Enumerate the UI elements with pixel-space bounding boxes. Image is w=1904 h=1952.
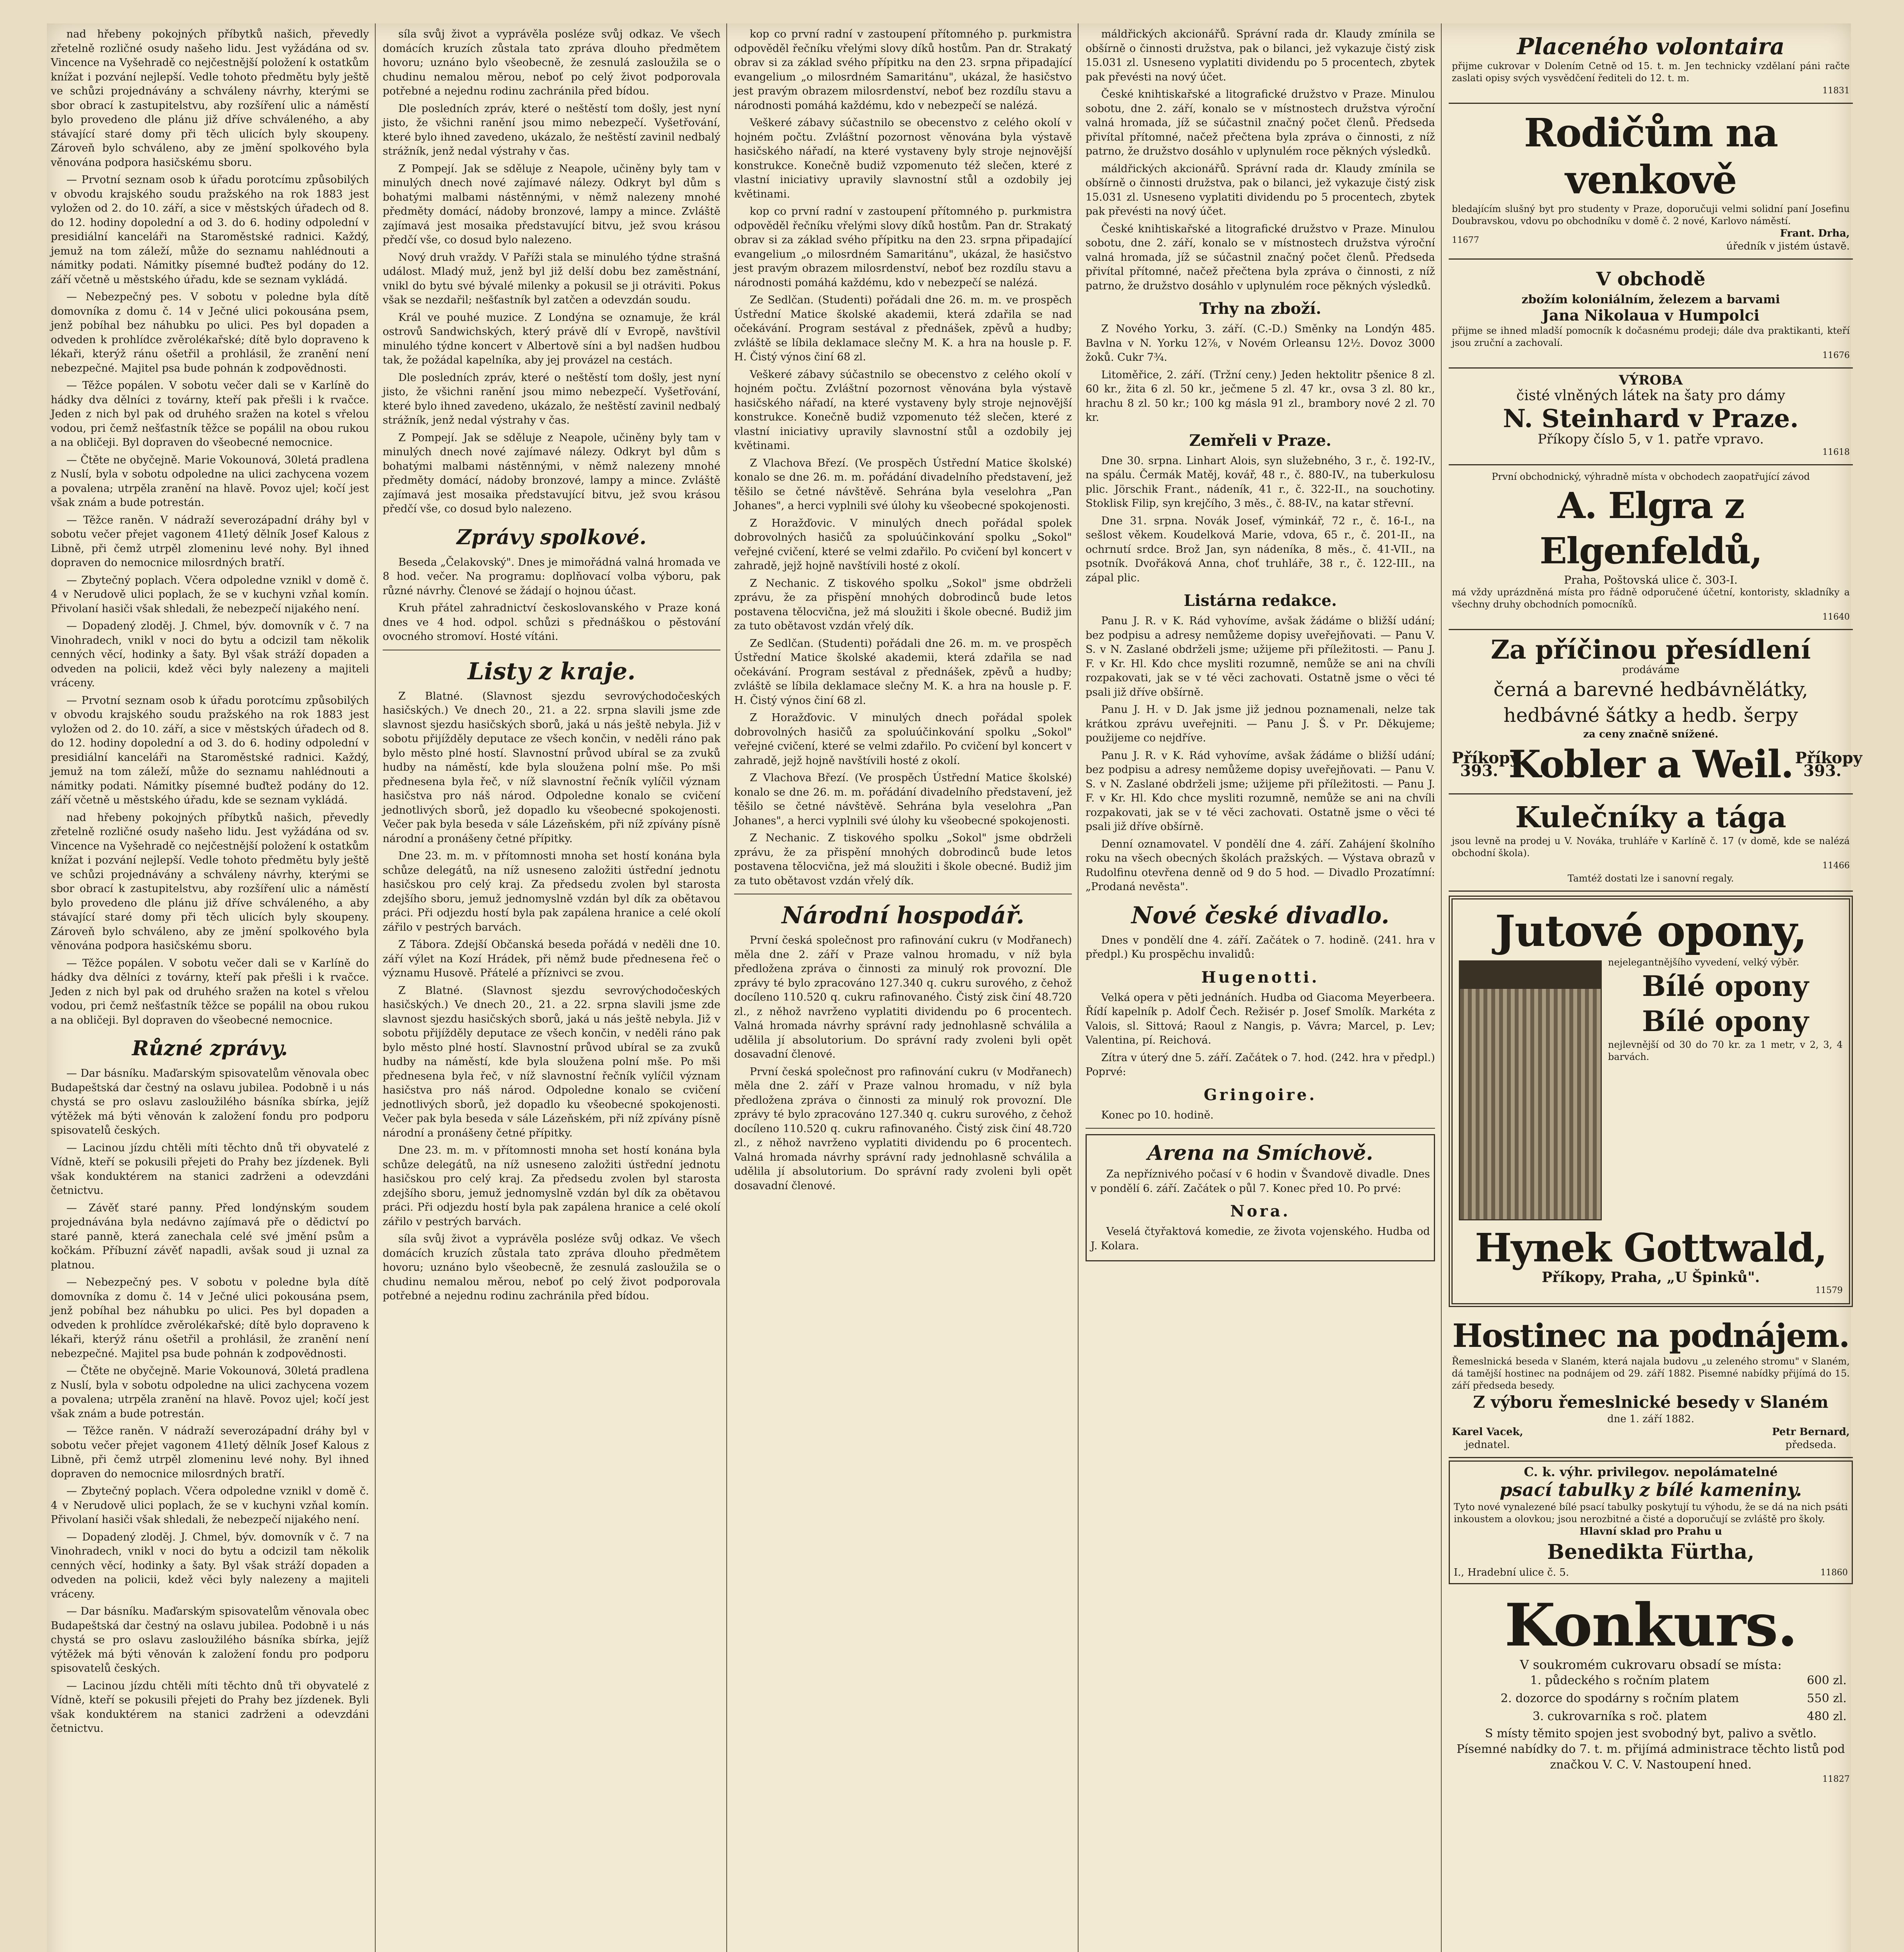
article-paragraph: Dnes v pondělí dne 4. září. Začátek o 7. hodině. (241. hra v předpl.) Ku prospěchu invalidů: xyxy=(1086,934,1435,960)
article-paragraph: — Prvotní seznam osob k úřadu porotcímu způsobilých v obvodu krajského soudu pražského na rok 1883 jest vyložen od 2. do 10. září, a sice v městských úřadech od 8. do 12. hodiny dopolední a od 3. do 6. hodiny odpolední v presidiální kanceláři na Staroměstské radnici. Každý, jemuž na tom záleží, může do seznamu nahlédnouti a námitky podati. Námitky písemné buďtež podány do 12. září včetně u městského úřadu, kde se seznam vykládá. xyxy=(51,694,369,806)
section-heading: Zemřeli v Praze. xyxy=(1189,431,1332,450)
advertisement-column xyxy=(1449,27,1862,1952)
article-paragraph: síla svůj život a vyprávěla posléze svůj odkaz. Ve všech domácích kruzích zůstala tato zpráva dlouho předmětem hovoru; uznáno bylo všeobecně, že zesnulá zasloužila se o chudinu nemalou měrou, neboť po celý život podporovala potřebné a nejednu rodinu zachránila před bídou. xyxy=(383,28,720,97)
position-salary: 480 zl. xyxy=(1807,1710,1847,1723)
article-paragraph: Dne 23. m. m. v přítomnosti mnoha set hostí konána byla schůze delegátů, na níž usneseno založiti ústřední jednotu hasičskou pro celý kraj. Za předsedu zvolen byl starosta zdejšího sboru, jemuž jednomyslně vzdán byl dík za obětavou práci. Při odjezdu hostí byla pak zapálena hranice a celé okolí zářilo v pestrých barvách. xyxy=(383,850,720,933)
ad-billiards xyxy=(1449,794,1853,892)
ad-name: A. Elgra z Elgenfeldů, xyxy=(1539,484,1762,572)
ad-text: Řemeslnická beseda v Slaném, která najala budovu „u zeleného stromu" v Slaném, dá tamější hostinec na podnájem od 29. září 1882. Pisemné nabídky přijímá do 15. září předseda besedy. xyxy=(1452,1356,1850,1391)
ad-text: přijme cukrovar v Dolením Cetně od 15. t. m. Jen technicky vzdělaní páni račte zaslati opisy svých vysvědčení řediteli do 12. t. m. xyxy=(1452,61,1850,84)
article-paragraph: Nový druh vraždy. V Paříži stala se minulého týdne strašná událost. Mladý muž, jenž byl již delší dobu bez zaměstnání, vnikl do bytu své bývalé milenky a pokusil se ji otráviti. Pokus však se nezdařil; nešťastník byl zatčen a odevzdán soudu. xyxy=(383,251,720,306)
ad-name: Kobler a Weil. xyxy=(1508,742,1793,786)
article-paragraph: máldřických akcionářů. Správní rada dr. Klaudy zmínila se obšírně o činnosti družstva, pak o bilanci, jež vykazuje čistý zisk 15.031 zl. Usneseno vyplatiti dividendu po 5 procentech, zbytek pak převésti na nový účet. xyxy=(1086,28,1435,83)
article-paragraph: Velká opera v pěti jednáních. Hudba od Giacoma Meyerbeera. Řídí kapelník p. Adolf Čech. Režisér p. Josef Smolík. Markéta z Valois, sl. Sittová; Raoul z Nangis, p. Vávra; Marcel, p. Lev; Valentina, pí. Reichová. xyxy=(1086,991,1435,1046)
ad-elgra xyxy=(1449,465,1853,630)
ad-text: Písemné nabídky do 7. t. m. přijímá administrace těchto listů pod značkou V. C. V. Nastoupení hned. xyxy=(1457,1742,1845,1772)
ad-title: Placeného volontaira xyxy=(1517,33,1785,60)
ad-signature: Karel Vacek, xyxy=(1452,1426,1523,1438)
article-paragraph: Dne 30. srpna. Linhart Alois, syn služebného, 3 r., č. 192-IV., na spálu. Čermák Matěj, kovář, 48 r., č. 880-IV., na tuberkulosu plic. Jörschik Frant., nádeník, 41 r., č. 322-II., na souchotiny. Stoklisk Filip, syn krejčího, 3 měs., č. 88-IV., na katar střevní. xyxy=(1086,454,1435,509)
article-paragraph: Veškeré zábavy súčastnilo se obecenstvo z celého okolí v hojném počtu. Zvláštní pozornost věnována byla výstavě hasičského nářadí, na které vystaveny byly stroje nejnovější konstrukce. Konečně budiž vzpomenuto též slečen, které z vlastní iniciativy upravily slavnostní stůl a ozdobily jej květinami. xyxy=(734,117,1072,200)
ad-signature: Frant. Drha, xyxy=(1780,228,1850,239)
ad-text-large: černá a barevné hedbávnělátky, hedbávné šátky a hedb. šerpy xyxy=(1493,678,1808,727)
article-paragraph: Beseda „Čelakovský". Dnes je mimořádná valná hromada ve 8 hod. večer. Na programu: doplňovací volba výboru, pak různé návrhy. Členové se žádají o hojnou účast. xyxy=(383,556,720,597)
article-paragraph: máldřických akcionářů. Správní rada dr. Klaudy zmínila se obšírně o činnosti družstva, pak o bilanci, jež vykazuje čistý zisk 15.031 zl. Usneseno vyplatiti dividendu po 5 procentech, zbytek pak převésti na nový účet. xyxy=(1086,162,1435,217)
ad-number: 11618 xyxy=(1822,447,1850,457)
ad-text: Tyto nové vynalezené bílé psací tabulky poskytují tu výhodu, že se dá na nich psáti inkoustem a olovkou; jsou nerozbitné a čisté a doporučují se zvláště pro školy. xyxy=(1454,1501,1848,1525)
ad-text: jsou levně na prodej u V. Nováka, truhláře v Karlíně č. 17 (v domě, kde se nalézá obchodní škola). xyxy=(1452,835,1850,858)
article-paragraph: Panu J. H. v D. Jak jsme již jednou poznamenali, nelze tak krátkou zprávu uveřejniti. — Panu J. Š. v Pr. Děkujeme; použijeme co nejdříve. xyxy=(1086,704,1435,744)
ad-inn xyxy=(1449,1311,1853,1458)
article-paragraph: Zítra v úterý dne 5. září. Začátek o 7. hod. (242. hra v předpl.) Poprvé: xyxy=(1086,1051,1435,1078)
ad-text: má vždy uprázdněná místa pro řádně odporučené účetní, kontoristy, skladníky a všechny druhy obchodních pomocníků. xyxy=(1452,587,1850,610)
article-paragraph: — Těžce popálen. V sobotu večer dali se v Karlíně do hádky dva dělníci z továrny, kteří pak přešli i k rvačce. Jeden z nich byl pak od druhého sražen na kotel s vřelou vodou, pri čemž nešťastník těžce se popálil na obou rukou a na obličeji. Byl dopraven do všeobecné nemocnice. xyxy=(51,957,369,1026)
article-paragraph: Z Nechanic. Z tiskového spolku „Sokol" jsme obdrželi zprávu, že za přispění mnohých dobrodinců bude letos postavena tělocvična, jež má sloužiti i škole obecné. Budiž jim za tuto obětavost vzdán vřelý dík. xyxy=(734,832,1072,887)
play-title: Gringoire. xyxy=(1203,1085,1317,1104)
ad-number: 11831 xyxy=(1822,86,1850,96)
section-heading: Nové české divadlo. xyxy=(1131,901,1389,929)
article-paragraph: Král ve pouhé muzice. Z Londýna se oznamuje, že král ostrovů Sandwichských, který právě dlí v Evropě, navštívil minulého týdne koncert v Albertově síni a byl nadšen hudbou tak, že požádal kapelníka, aby jej provázel na cestách. xyxy=(383,311,720,366)
ad-konkurs xyxy=(1449,1587,1853,1791)
article-paragraph: Z Horažďovic. V minulých dnech pořádal spolek dobrovolných hasičů za spoluúčinkování spolku „Sokol" veřejné cvičení, které se velmi zdařilo. Po cvičení byl koncert v zahradě, jejž hojně navštívili hosté z okolí. xyxy=(734,712,1072,767)
ad-address: Příkopy 393. xyxy=(1795,749,1862,780)
ad-number: 11860 xyxy=(1820,1568,1848,1578)
ad-title: VÝROBA xyxy=(1619,372,1683,388)
column-rule xyxy=(1078,23,1079,1952)
article-paragraph: — Prvotní seznam osob k úřadu porotcímu způsobilých v obvodu krajského soudu pražského na rok 1883 jest vyložen od 2. do 10. září, a sice v městských úřadech od 8. do 12. hodiny dopolední a od 3. do 6. hodiny odpolední v presidiální kanceláři na Staroměstské radnici. Každý, jemuž na tom záleží, může do seznamu nahlédnouti a námitky podati. Námitky písemné buďtež podány do 12. září včetně u městského úřadu, kde se seznam vykládá. xyxy=(51,174,369,286)
ad-subtitle: Hlavní sklad pro Prahu u xyxy=(1580,1526,1722,1537)
article-paragraph: Dle posledních zpráv, které o neštěstí tom došly, jest nyní jisto, že všichni ranění jsou mimo nebezpečí. Vyšetřování, které bylo ihned zavedeno, ukázalo, že neštěstí zavinil nedbalý strážník, jenž nedal výstrahy v čas. xyxy=(383,371,720,426)
section-heading: Trhy na zboží. xyxy=(1199,299,1321,318)
ad-subtitle: prodáváme xyxy=(1622,664,1680,676)
article-paragraph: — Dopadený zloděj. J. Chmel, býv. domovník v č. 7 na Vinohradech, vnikl v noci do bytu a odcizil tam několik cenných věcí, hodinky a šaty. Byl však stráží dopaden a odveden na policii, kdež věci byly nalezeny a majiteli vráceny. xyxy=(51,1531,369,1600)
ad-kobler-weil xyxy=(1449,630,1862,794)
column-rule xyxy=(375,23,376,1952)
article-paragraph: síla svůj život a vyprávěla posléze svůj odkaz. Ve všech domácích kruzích zůstala tato zpráva dlouho předmětem hovoru; uznáno bylo všeobecně, že zesnulá zasloužila se o chudinu nemalou měrou, neboť po celý život podporovala potřebné a nejednu rodinu zachránila před bídou. xyxy=(383,1233,720,1302)
list-item xyxy=(1453,1708,1849,1725)
ad-signature-role: jednatel. xyxy=(1465,1439,1510,1451)
list-item xyxy=(1453,1672,1849,1689)
column-rule xyxy=(1441,23,1442,1952)
arena-box xyxy=(1086,1134,1435,1261)
curtain-illustration xyxy=(1459,960,1602,1220)
ad-title: Konkurs. xyxy=(1505,1591,1797,1660)
column-4 xyxy=(1086,27,1435,1952)
article-paragraph: nad hřebeny pokojných příbytků našich, převedly zřetelně rozličné osudy našeho lidu. Jest vyžádána od sv. Vincence na Vyšehradě co nejčestnější položení k ostatkům knížat i pozvání nejlepší. Vedle tohoto předmětu byly ještě ve schůzi projednávány a schváleny návrhy, kterými se sbor obrací k zastupitelstvu, aby rozšíření ulic a náměstí bylo provedeno dle plánu již dříve schváleného, a aby stávající staré domy při těch ulicích byly skoupeny. Zároveň bylo schváleno, aby ze jmění spolkového byla věnována podpora hasičskému sboru. xyxy=(51,811,369,952)
ad-number: 11579 xyxy=(1815,1286,1843,1295)
ad-subtitle: Bílé opony xyxy=(1642,1004,1809,1038)
article-paragraph: České knihtiskařské a litografické družstvo v Praze. Minulou sobotu, dne 2. září, konalo se v místnostech družstva výroční valná hromada, jíž se súčastnil značný počet členů. Předseda přivítal přítomné, načež přečtena byla zpráva o činnosti, z níž patrno, že družstvo dosáhlo v uplynulém roce pěkných výsledků. xyxy=(1086,223,1435,292)
article-paragraph: Z Nechanic. Z tiskového spolku „Sokol" jsme obdrželi zprávu, že za přispění mnohých dobrodinců bude letos postavena tělocvična, jež má sloužiti i škole obecné. Budiž jim za tuto obětavost vzdán vřelý dík. xyxy=(734,577,1072,632)
divider xyxy=(1086,1128,1435,1129)
ad-address: I., Hradební ulice č. 5. xyxy=(1454,1567,1569,1578)
ad-number: 11677 xyxy=(1452,235,1479,245)
article-paragraph: — Nebezpečný pes. V sobotu v poledne byla dítě domovníka z domu č. 14 v Ječné ulici pokousána psem, jenž pobíhal bez náhubku po ulici. Pes byl dopaden a odveden k prohlídce zvěrolékařské; dítě bylo dopraveno k lékaři, kterýž ránu ošetřil a prohlásil, že zranění není nebezpečné. Majitel psa bude pohnán k zodpovědnosti. xyxy=(51,1276,369,1360)
article-paragraph: — Těžce popálen. V sobotu večer dali se v Karlíně do hádky dva dělníci z továrny, kteří pak přešli i k rvačce. Jeden z nich byl pak od druhého sražen na kotel s vřelou vodou, pri čemž nešťastník těžce se popálil na obou rukou a na obličeji. Byl dopraven do všeobecné nemocnice. xyxy=(51,379,369,449)
play-title: Hugenotti. xyxy=(1201,968,1319,987)
positions-list xyxy=(1452,1671,1850,1726)
ad-text: V soukromém cukrovaru obsadí se místa: xyxy=(1520,1657,1782,1672)
column-2 xyxy=(383,27,720,1952)
ad-note: za ceny značně snížené. xyxy=(1583,728,1719,740)
position-label: 1. půdeckého s ročním platem xyxy=(1530,1674,1710,1687)
article-paragraph: — Zbytečný poplach. Včera odpoledne vznikl v domě č. 4 v Nerudově ulici poplach, že se v kuchyni vzňal komín. Přivolaní hasiči však shledali, že nebezpečí nijakého není. xyxy=(51,1485,369,1526)
article-paragraph: Z Vlachova Březí. (Ve prospěch Ústřední Matice školské) konalo se dne 26. m. m. pořádání divadelního představení, jež těšilo se četné návštěvě. Sehrána byla veselohra „Pan Johanes", a herci vyplnili své úlohy ku všeobecné spokojenosti. xyxy=(734,772,1072,827)
position-salary: 600 zl. xyxy=(1807,1674,1847,1687)
article-paragraph: Denní oznamovatel. V pondělí dne 4. září. Zahájení školního roku na všech obecných školách pražských. — Výstava obrazů v Rudolfinu otevřena denně od 9 do 5 hod. — Divadlo Prozatímní: „Prodaná nevěsta". xyxy=(1086,838,1435,893)
section-heading: Různé zprávy. xyxy=(132,1037,288,1060)
article-paragraph: Z Horažďovic. V minulých dnech pořádal spolek dobrovolných hasičů za spoluúčinkování spolku „Sokol" veřejné cvičení, které se velmi zdařilo. Po cvičení byl koncert v zahradě, jejž hojně navštívili hosté z okolí. xyxy=(734,517,1072,572)
position-label: 3. cukrovarníka s roč. platem xyxy=(1532,1710,1707,1723)
article-paragraph: Z Pompejí. Jak se sděluje z Neapole, učiněny byly tam v minulých dnech nové zajímavé nálezy. Odkryt byl dům s bohatými malbami nástěnnými, v němž nalezeny mnohé předměty domácí, nádoby bronzové, lampy a mince. Zvláště zajímavá jest mosaika představující bitvu, jež svou krásou předčí vše, co dosud bylo nalezeno. xyxy=(383,162,720,246)
article-paragraph: — Těžce raněn. V nádraží severozápadní dráhy byl v sobotu večer přejet vagonem 41letý dělník Josef Kalous z Libně, při čemž utrpěl zlomeninu levé nohy. Byl ihned dopraven do nemocnice milosrdných bratří. xyxy=(51,1425,369,1480)
article-paragraph: — Čtěte ne obyčejně. Marie Vokounová, 30letá pradlena z Nuslí, byla v sobotu odpoledne na ulici zachycena vozem a povalena; utrpěla zranění na hlavě. Povoz ujel; kočí jest však znám a bude potrestán. xyxy=(51,1365,369,1420)
article-paragraph: Z Blatné. (Slavnost sjezdu sevrovýchodočeských hasičských.) Ve dnech 20., 21. a 22. srpna slavili jsme zde slavnost sjezdu hasičských sborů, jaká u nás ještě nebyla. Již v sobotu přijížděly deputace ze všech končin, v neděli ráno pak bylo město plné hostí. Slavnostní průvod ubíral se za zvuků hudby na náměstí, kde byla sloužena polní mše. Po mši přednesena byla řeč, v níž slavnostní řečník vylíčil význam hasičstva pro náš národ. Odpoledne konalo se cvičení jednotlivých sborů, jež dopadlo ku všeobecné spokojenosti. Večer pak byla beseda v sále Lázeňském, při níž zpívány písně národní a pronášeny četné přípitky. xyxy=(383,690,720,845)
ad-number: 11676 xyxy=(1822,351,1850,360)
arena-title: Arena na Smíchově. xyxy=(1147,1141,1373,1165)
article-paragraph: — Dar básníku. Maďarským spisovatelům věnovala obec Budapeštská dar čestný na oslavu jubilea. Podobně i u nás chystá se pro oslavu zasloužilého básníka sbírka, jejíž výtěžek má býti věnován k založení fondu pro podporu spisovatelů českých. xyxy=(51,1605,369,1674)
ad-title: C. k. výhr. privilegov. nepolámatelné xyxy=(1524,1464,1778,1479)
section-heading: Listárna redakce. xyxy=(1184,591,1337,610)
column-rule xyxy=(726,23,727,1952)
ad-subtitle: čisté vlněných látek na šaty pro dámy xyxy=(1516,388,1785,404)
article-paragraph: Veškeré zábavy súčastnilo se obecenstvo z celého okolí v hojném počtu. Zvláštní pozornost věnována byla výstavě hasičského nářadí, na které vystaveny byly stroje nejnovější konstrukce. Konečně budiž vzpomenuto též slečen, které z vlastní iniciativy upravily slavnostní stůl a ozdobily jej květinami. xyxy=(734,368,1072,452)
article-paragraph: První česká společnost pro rafinování cukru (v Modřanech) měla dne 2. září v Praze valnou hromadu, v níž byla předložena zpráva o činnosti za minulý rok provozní. Dle zprávy té bylo zpracováno 127.340 q. cukru surového, z čehož docíleno 110.520 q. cukru rafinovaného. Čistý zisk činí 48.720 zl., z něhož navrženo vyplatiti dividendu po 6 procentech. Valná hromada návrhy správní rady jednohlasně schválila a udělila jí absolutorium. Do správní rady zvoleni byli opět dosavadní členové. xyxy=(734,934,1072,1060)
column-1 xyxy=(51,27,369,1952)
ad-text: První obchodnický, výhradně místa v obchodech zaopatřující závod xyxy=(1492,471,1810,482)
ad-text: Příkopy číslo 5, v 1. patře vpravo. xyxy=(1537,431,1764,447)
article-paragraph: Konec po 10. hodině. xyxy=(1101,1109,1214,1121)
ad-subtitle: psací tabulky z bílé kameniny. xyxy=(1499,1479,1802,1500)
ad-title: Rodičům na venkově xyxy=(1524,110,1778,203)
ad-subtitle: Bílé opony xyxy=(1642,969,1809,1003)
article-paragraph: — Dar básníku. Maďarským spisovatelům věnovala obec Budapeštská dar čestný na oslavu jubilea. Podobně i u nás chystá se pro oslavu zasloužilého básníka sbírka, jejíž výtěžek má býti věnován k založení fondu pro podporu spisovatelů českých. xyxy=(51,1067,369,1136)
article-paragraph: kop co první radní v zastoupení přítomného p. purkmistra odpověděl řečníku vřelými slovy díků hostům. Pan dr. Strakatý obrav si za základ svého přípitku na den 23. srpna připadající evangelium „o milosrdném Samaritánu", ukázal, že hasičstvo jest pravým obrazem milosrdenství, neboť bez rozdílu stavu a národnosti pomáhá každému, kdo v nebezpečí se nalézá. xyxy=(734,205,1072,289)
article-paragraph: Z Vlachova Březí. (Ve prospěch Ústřední Matice školské) konalo se dne 26. m. m. pořádání divadelního představení, jež těšilo se četné návštěvě. Sehrána byla veselohra „Pan Johanes", a herci vyplnili své úlohy ku všeobecné spokojenosti. xyxy=(734,457,1072,512)
section-heading: Zprávy spolkové. xyxy=(456,525,647,549)
article-paragraph: První česká společnost pro rafinování cukru (v Modřanech) měla dne 2. září v Praze valnou hromadu, v níž byla předložena zpráva o činnosti za minulý rok provozní. Dle zprávy té bylo zpracováno 127.340 q. cukru surového, z čehož docíleno 110.520 q. cukru rafinovaného. Čistý zisk činí 48.720 zl., z něhož navrženo vyplatiti dividendu po 6 procentech. Valná hromada návrhy správní rady jednohlasně schválila a udělila jí absolutorium. Do správní rady zvoleni byli opět dosavadní členové. xyxy=(734,1065,1072,1192)
ad-tablets xyxy=(1449,1460,1853,1584)
ad-name: Jana Nikolaua v Humpolci xyxy=(1542,306,1760,324)
article-paragraph: — Nebezpečný pes. V sobotu v poledne byla dítě domovníka z domu č. 14 v Ječné ulici pokousána psem, jenž pobíhal bez náhubku po ulici. Pes byl dopaden a odveden k prohlídce zvěrolékařské; dítě bylo dopraveno k lékaři, kterýž ránu ošetřil a prohlásil, že zranění není nebezpečné. Majitel psa bude pohnán k zodpovědnosti. xyxy=(51,291,369,374)
ad-title: Jutové opony, xyxy=(1495,906,1807,956)
ad-title: Hostinec na podnájem. xyxy=(1452,1317,1849,1355)
ad-shop xyxy=(1449,260,1853,369)
ad-number: 11827 xyxy=(1822,1774,1850,1784)
article-paragraph: — Lacinou jízdu chtěli míti těchto dnů tři obyvatelé z Vídně, kteří se pokusili přejeti do Prahy bez jízdenek. Byli však konduktérem na stanici zadrženi a odevzdáni četnictvu. xyxy=(51,1680,369,1735)
article-paragraph: Z Tábora. Zdejší Občanská beseda pořádá v neděli dne 10. září výlet na Kozí Hrádek, při němž bude přednesena řeč o významu Husově. Přátelé a příznivci se zvou. xyxy=(383,939,720,979)
ad-signature-role: předseda. xyxy=(1785,1439,1836,1451)
ad-title: V obchodě xyxy=(1596,268,1706,290)
article-paragraph: Dne 31. srpna. Novák Josef, výminkář, 72 r., č. 16-I., na sešlost věkem. Koudelková Marie, vdova, 65 r., č. 201-II., na ochrnutí srdce. Brož Jan, syn nádeníka, 8 měs., č. 41-VII., na psotník. Dvořáková Anna, choť truhláře, 38 r., č. 122-III., na zápal plic. xyxy=(1086,515,1435,584)
list-item xyxy=(1453,1690,1849,1707)
ad-name: Hynek Gottwald, xyxy=(1474,1225,1827,1271)
article-paragraph: — Dopadený zloděj. J. Chmel, býv. domovník v č. 7 na Vinohradech, vnikl v noci do bytu a odcizil tam několik cenných věcí, hodinky a šaty. Byl však stráží dopaden a odveden na policii, kdež věci byly nalezeny a majiteli vráceny. xyxy=(51,620,369,689)
ad-number: 11466 xyxy=(1822,861,1850,871)
article-paragraph: Kruh přátel zahradnictví českoslovanského v Praze koná dnes ve 4 hod. odpol. schůzi s přednáškou o pěstování ovocného stromoví. Hosté vítáni. xyxy=(383,602,720,643)
ad-subtitle: Z výboru řemeslnické besedy v Slaném xyxy=(1473,1393,1829,1412)
article-paragraph: kop co první radní v zastoupení přítomného p. purkmistra odpověděl řečníku vřelými slovy díků hostům. Pan dr. Strakatý obrav si za základ svého přípitku na den 23. srpna připadající evangelium „o milosrdném Samaritánu", ukázal, že hasičstvo jest pravým obrazem milosrdenství, neboť bez rozdílu stavu a národnosti pomáhá každému, kdo v nebezpečí se nalézá. xyxy=(734,28,1072,112)
article-paragraph: Dne 23. m. m. v přítomnosti mnoha set hostí konána byla schůze delegátů, na níž usneseno založiti ústřední jednotu hasičskou pro celý kraj. Za předsedu zvolen byl starosta zdejšího sboru, jemuž jednomyslně vzdán byl dík za obětavou práci. Při odjezdu hostí byla pak zapálena hranice a celé okolí zářilo v pestrých barvách. xyxy=(383,1144,720,1228)
ad-address: Praha, Poštovská ulice č. 303-I. xyxy=(1564,573,1738,586)
ad-gottwald xyxy=(1449,896,1853,1307)
article-paragraph: — Zbytečný poplach. Včera odpoledne vznikl v domě č. 4 v Nerudově ulici poplach, že se v kuchyni vzňal komín. Přivolaní hasiči však shledali, že nebezpečí nijakého není. xyxy=(51,574,369,615)
article-paragraph: — Závěť staré panny. Před londýnským soudem projednávána byla nedávno zajímavá pře o dědictví po staré panně, která zanechala celé své jmění psům a kočkám. Příbuzní závěť napadli, avšak soud ji uznal za platnou. xyxy=(51,1202,369,1271)
ad-text: nejlevnější od 30 do 70 kr. za 1 metr, v 2, 3, 4 barvách. xyxy=(1608,1039,1843,1062)
ad-name: N. Steinhard v Praze. xyxy=(1503,404,1799,433)
position-label: 2. dozorce do spodárny s ročním platem xyxy=(1501,1692,1739,1705)
article-paragraph: Z Pompejí. Jak se sděluje z Neapole, učiněny byly tam v minulých dnech nové zajímavé nálezy. Odkryt byl dům s bohatými malbami nástěnnými, v němž nalezeny mnohé předměty domácí, nádoby bronzové, lampy a mince. Zvláště zajímavá jest mosaika představující bitvu, jež svou krásou předčí vše, co dosud bylo nalezeno. xyxy=(383,431,720,515)
article-paragraph: nad hřebeny pokojných příbytků našich, převedly zřetelně rozličné osudy našeho lidu. Jest vyžádána od sv. Vincence na Vyšehradě co nejčestnější položení k ostatkům knížat i pozvání nejlepší. Vedle tohoto předmětu byly ještě ve schůzi projednávány a schváleny návrhy, kterými se sbor obrací k zastupitelstvu, aby rozšíření ulic a náměstí bylo provedeno dle plánu již dříve schváleného, a aby stávající staré domy při těch ulicích byly skoupeny. Zároveň bylo schváleno, aby ze jmění spolkového byla věnována podpora hasičskému sboru. xyxy=(51,28,369,169)
ad-signature: Petr Bernard, xyxy=(1772,1426,1850,1438)
ad-text: bledajícím slušný byt pro studenty v Praze, doporučuji velmi solidní paní Josefinu Doubravskou, vdovu po obchodníku v domě č. 2 nové, Karlovo náměstí. xyxy=(1452,203,1850,226)
position-salary: 550 zl. xyxy=(1807,1692,1847,1705)
ad-subtitle: zbožím koloniálním, železem a barvami xyxy=(1521,293,1780,306)
article-paragraph: Panu J. R. v K. Rád vyhovíme, avšak žádáme o bližší udání; bez podpisu a adresy nemůžeme dopisy uveřejňovati. — Panu V. S. v N. Zaslané obdrželi jsme; užijeme při příležitosti. — Panu J. F. v Kr. Hl. Kdo chce mysliti rozumně, nemůže se ani na chvíli rozpakovati, jak se v té věci zachovati. Ostatně jsme o věci té psali již dříve obšírně. xyxy=(1086,615,1435,698)
play-title: Nora. xyxy=(1230,1202,1291,1220)
column-3 xyxy=(734,27,1072,1952)
article-paragraph: Ze Sedlčan. (Studenti) pořádali dne 26. m. m. ve prospěch Ústřední Matice školské akademii, která zdařila se nad očekávání. Program sestával z přednášek, zpěvů a hudby; zvláště se líbila deklamace slečny M. K. a hra na housle p. F. H. Čistý výnos činí 68 zl. xyxy=(734,637,1072,707)
section-heading: Listy z kraje. xyxy=(467,657,636,685)
article-paragraph: Ze Sedlčan. (Studenti) pořádali dne 26. m. m. ve prospěch Ústřední Matice školské akademii, která zdařila se nad očekávání. Program sestával z přednášek, zpěvů a hudby; zvláště se líbila deklamace slečny M. K. a hra na housle p. F. H. Čistý výnos činí 68 zl. xyxy=(734,294,1072,363)
article-paragraph: České knihtiskařské a litografické družstvo v Praze. Minulou sobotu, dne 2. září, konalo se v místnostech družstva výroční valná hromada, jíž se súčastnil značný počet členů. Předseda přivítal přítomné, načež přečtena byla zpráva o činnosti, z níž patrno, že družstvo dosáhlo v uplynulém roce pěkných výsledků. xyxy=(1086,88,1435,157)
article-paragraph: Z Nového Yorku, 3. září. (C.-D.) Směnky na Londýn 485. Bavlna v N. Yorku 12⅞, v Novém Orleansu 12½. Dovoz 3000 žoků. Cukr 7¾. xyxy=(1086,323,1435,363)
newspaper-page xyxy=(47,23,1862,1952)
article-paragraph: — Těžce raněn. V nádraží severozápadní dráhy byl v sobotu večer přejet vagonem 41letý dělník Josef Kalous z Libně, při čemž utrpěl zlomeninu levé nohy. Byl ihned dopraven do nemocnice milosrdných bratří. xyxy=(51,514,369,569)
article-paragraph: Z Blatné. (Slavnost sjezdu sevrovýchodočeských hasičských.) Ve dnech 20., 21. a 22. srpna slavili jsme zde slavnost sjezdu hasičských sborů, jaká u nás ještě nebyla. Již v sobotu přijížděly deputace ze všech končin, v neděli ráno pak bylo město plné hostí. Slavnostní průvod ubíral se za zvuků hudby na náměstí, kde byla sloužena polní mše. Po mši přednesena byla řeč, v níž slavnostní řečník vylíčil význam hasičstva pro náš národ. Odpoledne konalo se cvičení jednotlivých sborů, jež dopadlo ku všeobecné spokojenosti. Večer pak byla beseda v sále Lázeňském, při níž zpívány písně národní a pronášeny četné přípitky. xyxy=(383,984,720,1139)
ad-signature-role: úředník v jistém ústavě. xyxy=(1726,240,1850,252)
ad-address: Příkopy, Praha, „U Špinků". xyxy=(1542,1269,1760,1286)
section-heading: Národní hospodář. xyxy=(781,902,1025,929)
ad-title: Kulečníky a tága xyxy=(1515,801,1786,834)
ad-date: dne 1. září 1882. xyxy=(1607,1413,1694,1425)
article-paragraph: Veselá čtyřaktová komedie, ze života vojenského. Hudba od J. Kolara. xyxy=(1091,1225,1430,1252)
ad-number: 11640 xyxy=(1822,612,1850,622)
ad-text: S místy těmito spojen jest svobodný byt, palivo a světlo. xyxy=(1485,1727,1817,1740)
ad-title: Za příčinou přesídlení xyxy=(1490,634,1811,665)
ad-volontaire xyxy=(1449,27,1853,104)
article-paragraph: — Čtěte ne obyčejně. Marie Vokounová, 30letá pradlena z Nuslí, byla v sobotu odpoledne na ulici zachycena vozem a povalena; utrpěla zranění na hlavě. Povoz ujel; kočí jest však znám a bude potrestán. xyxy=(51,454,369,509)
ad-address: Příkopy 393. xyxy=(1452,749,1519,780)
ad-text: přijme se ihned mladší pomocník k dočasnému prodeji; dále dva praktikanti, kteří jsou zruční a zachovalí. xyxy=(1452,325,1850,348)
ad-steinhard xyxy=(1449,369,1853,465)
ad-text: nejelegantnějšího vyvedení, velký výběr. xyxy=(1608,957,1799,968)
ad-note: Tamtéž dostati lze i sanovní regaly. xyxy=(1567,873,1734,884)
article-paragraph: — Lacinou jízdu chtěli míti těchto dnů tři obyvatelé z Vídně, kteří se pokusili přejeti do Prahy bez jízdenek. Byli však konduktérem na stanici zadrženi a odevzdáni četnictvu. xyxy=(51,1142,369,1197)
article-paragraph: Za nepříznivého počasí v 6 hodin v Švandově divadle. Dnes v pondělí 6. září. Začátek o půl 7. Konec před 10. Po prvé: xyxy=(1091,1168,1430,1195)
ad-name: Benedikta Fürtha, xyxy=(1547,1540,1754,1564)
article-paragraph: Dle posledních zpráv, které o neštěstí tom došly, jest nyní jisto, že všichni ranění jsou mimo nebezpečí. Vyšetřování, které bylo ihned zavedeno, ukázalo, že neštěstí zavinil nedbalý strážník, jenž nedal výstrahy v čas. xyxy=(383,102,720,157)
ad-parents xyxy=(1449,104,1853,260)
article-paragraph: Panu J. R. v K. Rád vyhovíme, avšak žádáme o bližší udání; bez podpisu a adresy nemůžeme dopisy uveřejňovati. — Panu V. S. v N. Zaslané obdrželi jsme; užijeme při příležitosti. — Panu J. F. v Kr. Hl. Kdo chce mysliti rozumně, nemůže se ani na chvíli rozpakovati, jak se v té věci zachovati. Ostatně jsme o věci té psali již dříve obšírně. xyxy=(1086,749,1435,833)
article-paragraph: Litoměřice, 2. září. (Tržní ceny.) Jeden hektolitr pšenice 8 zl. 60 kr., žita 6 zl. 50 kr., ječmene 5 zl. 47 kr., ovsa 3 zl. 80 kr., hrachu 8 zl. 50 kr.; 100 kg másla 91 zl., brambory nové 2 zl. 70 kr. xyxy=(1086,369,1435,424)
